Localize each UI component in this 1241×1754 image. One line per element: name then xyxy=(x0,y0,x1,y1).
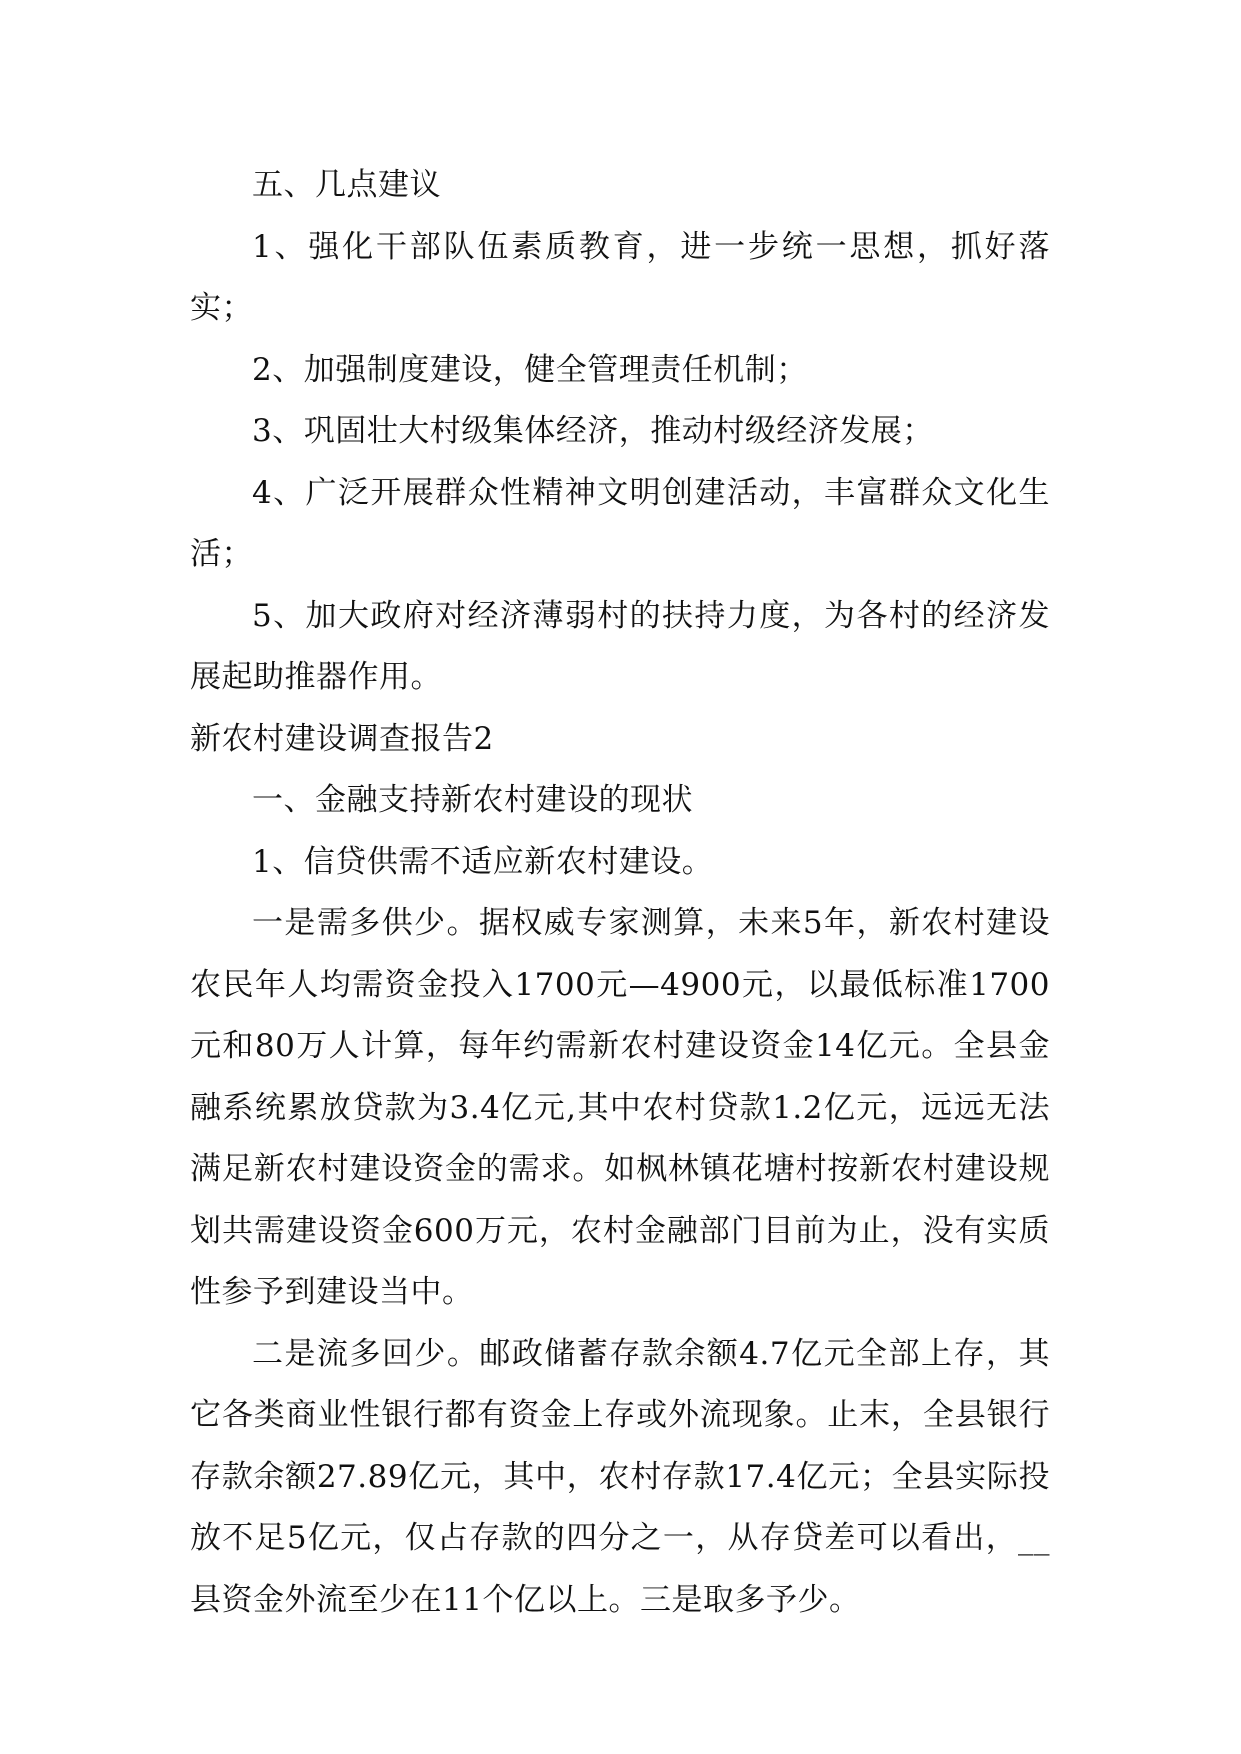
document-body xyxy=(190,155,1050,1631)
suggestion-2: 2、加强制度建设，健全管理责任机制； xyxy=(252,351,808,388)
suggestion-5: 5、加大政府对经济薄弱村的扶持力度，为各村的经济发展起助推器作用。 xyxy=(190,597,1050,695)
suggestion-1: 1、强化干部队伍素质教育，进一步统一思想，抓好落实； xyxy=(190,228,1050,326)
outflow-paragraph: 二是流多回少。邮政储蓄存款余额4.7亿元全部上存，其它各类商业性银行都有资金上存或外流现象。止末，全县银行存款余额27.89亿元，其中，农村存款17.4亿元；全县实际投放不足5亿元，仅占存款的四分之一，从存贷差可以看出，__县资金外流至少在11个亿以上。三是取多予少。 xyxy=(190,1335,1050,1618)
section-one-heading: 一、金融支持新农村建设的现状 xyxy=(252,782,693,818)
subsection-1-heading: 1、信贷供需不适应新农村建设。 xyxy=(252,843,714,880)
demand-paragraph: 一是需多供少。据权威专家测算，未来5年，新农村建设农民年人均需资金投入1700元—4900元，以最低标准1700元和80万人计算，每年约需新农村建设资金14亿元。全县金融系统累放贷款为3.4亿元,其中农村贷款1.2亿元，远远无法满足新农村建设资金的需求。如枫林镇花塘村按新农村建设规划共需建设资金600万元，农村金融部门目前为止，没有实质性参予到建设当中。 xyxy=(190,905,1050,1310)
section-five-heading: 五、几点建议 xyxy=(252,167,441,203)
suggestion-3: 3、巩固壮大村级集体经济，推动村级经济发展； xyxy=(252,413,934,449)
suggestion-4: 4、广泛开展群众性精神文明创建活动，丰富群众文化生活； xyxy=(190,474,1050,572)
report-2-title: 新农村建设调查报告2 xyxy=(190,720,494,757)
